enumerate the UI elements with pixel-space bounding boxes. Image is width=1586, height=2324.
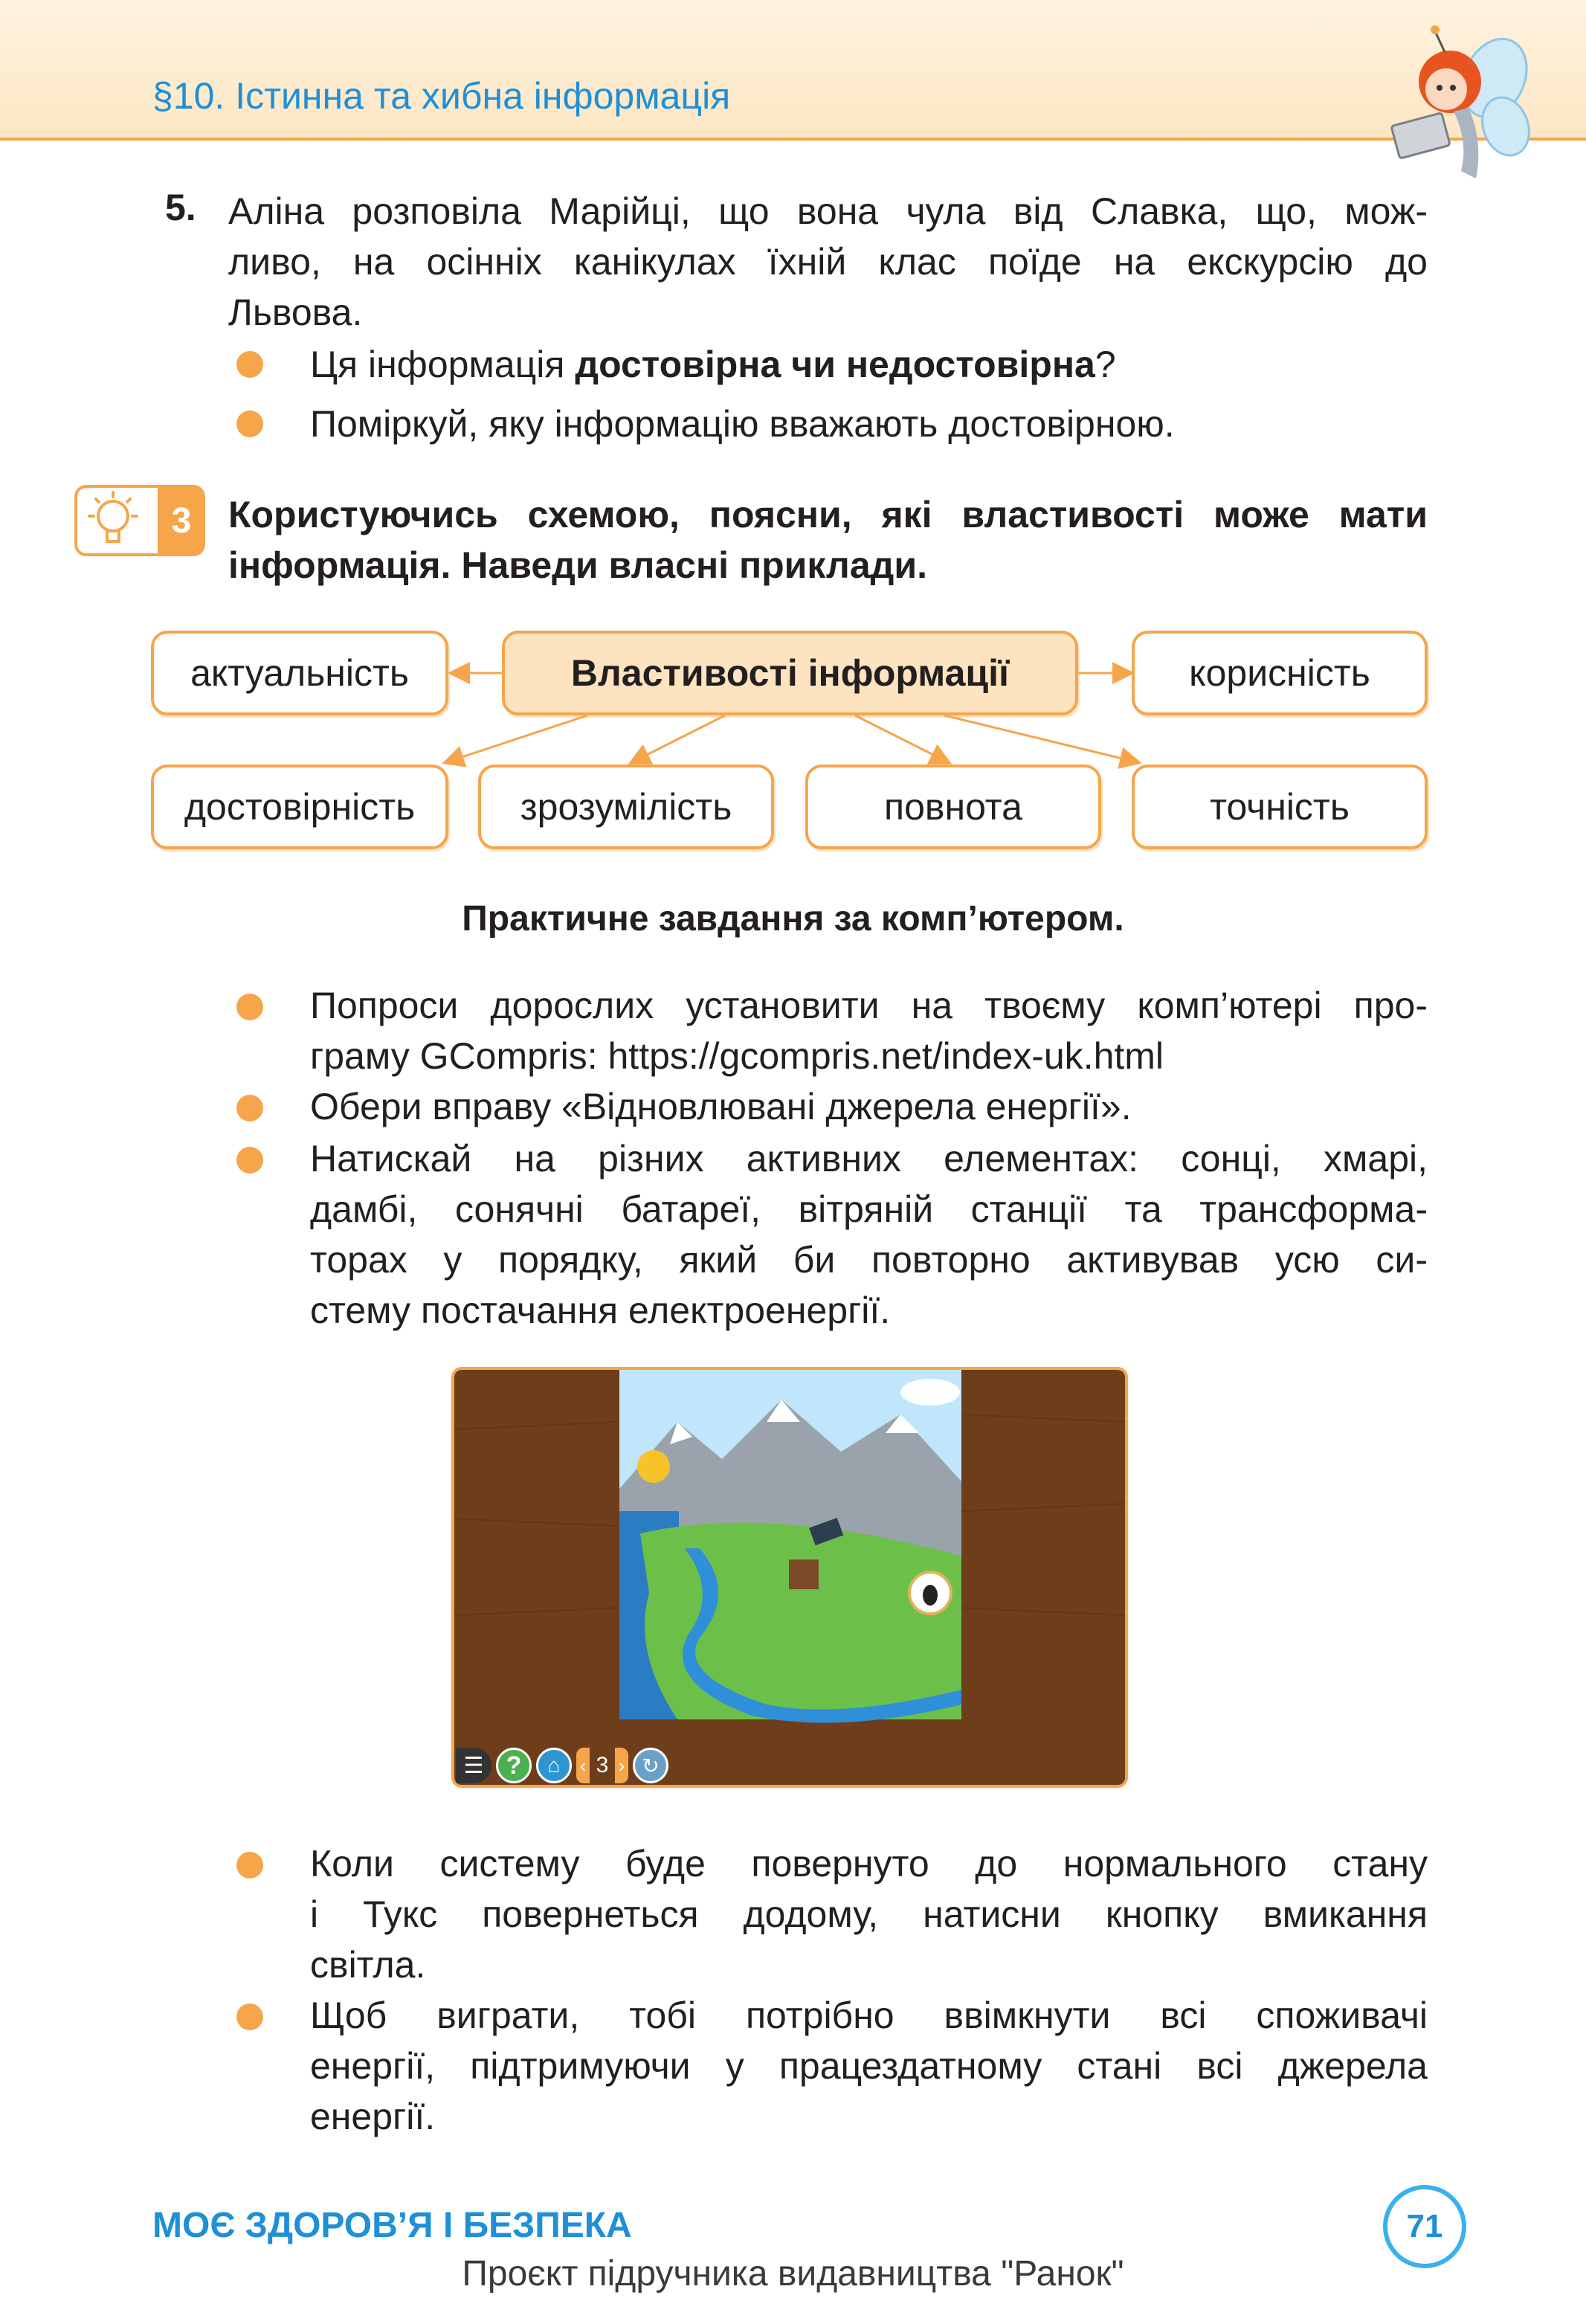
bullet-dot: [236, 1095, 263, 1121]
practical-bullet-1-line-2: граму GCompris: https://gcompris.net/index-uk.html: [310, 1035, 1164, 1077]
task-5-bullet-1: Ця інформація достовірна чи недостовірна?: [310, 344, 1116, 385]
bullet-dot: [236, 2003, 263, 2030]
task-5-line-2: ливо, на осінніх канікулах їхній клас поїде на екскурсію до: [228, 241, 1428, 283]
menu-bars-icon[interactable]: ☰: [456, 1748, 491, 1783]
game-screenshot: [451, 1367, 1128, 1788]
task-5-number: 5.: [165, 187, 196, 228]
home-button-icon[interactable]: ⌂: [536, 1748, 572, 1783]
footer-section-label: МОЄ ЗДОРОВ’Я І БЕЗПЕКА: [152, 2206, 632, 2245]
header-band: [0, 0, 1586, 141]
diagram-box-bottom-3: повнота: [805, 765, 1101, 849]
diagram-box-center: Властивості інформації: [502, 631, 1078, 715]
practical-title: Практичне завдання за комп’ютером.: [462, 899, 1124, 939]
level-next-icon[interactable]: ›: [615, 1748, 628, 1783]
practical-bullet-4-line-1: Коли систему буде повернуто до нормального стану: [310, 1843, 1428, 1884]
practical-bullet-3-line-3: торах у порядку, який би повторно активував усю си-: [310, 1239, 1428, 1281]
diagram-box-bottom-1: достовірність: [151, 765, 448, 849]
dam-icon[interactable]: [789, 1559, 819, 1589]
level-previous-icon[interactable]: ‹: [576, 1748, 590, 1783]
bullet-dot: [236, 1852, 263, 1879]
practical-bullet-4-line-3: світла.: [310, 1944, 426, 1986]
task-3-heading-line-1: Користуючись схемою, поясни, які властивості може мати: [228, 494, 1428, 535]
practical-bullet-3-line-4: стему постачання електроенергії.: [310, 1290, 891, 1331]
cloud-icon[interactable]: [900, 1379, 960, 1406]
practical-bullet-5-line-1: Щоб виграти, тобі потрібно ввімкнути всі споживачі: [310, 1995, 1428, 2036]
bullet-dot: [236, 1147, 263, 1174]
practical-bullet-5-line-3: енергії.: [310, 2096, 436, 2137]
task-5-line-3: Львова.: [228, 292, 363, 333]
sun-icon[interactable]: [637, 1450, 670, 1483]
task-5-bullet-2: Поміркуй, яку інформацію вважають достовірною.: [310, 403, 1175, 445]
diagram-box-top-left: актуальність: [151, 631, 448, 715]
level-number: 3: [596, 1753, 609, 1777]
restart-icon[interactable]: ↻: [633, 1748, 668, 1783]
task-3-number: 3: [171, 500, 192, 541]
diagram-box-bottom-2: зрозумілість: [478, 765, 774, 849]
task-5-line-1: Аліна розповіла Марійці, що вона чула від Славка, що, мож-: [228, 190, 1428, 232]
practical-bullet-3-line-2: дамбі, сонячні батареї, вітряній станції та трансформа-: [310, 1188, 1428, 1230]
bullet-dot: [236, 411, 263, 437]
section-title: §10. Істинна та хибна інформація: [152, 75, 731, 117]
task-3-heading-line-2: інформація. Наведи власні приклади.: [228, 544, 927, 586]
fairy-mascot-icon: [1364, 22, 1543, 201]
game-scene: [454, 1370, 1125, 1785]
practical-bullet-5-line-2: енергії, підтримуючи у працездатному стані всі джерела: [310, 2045, 1428, 2087]
bullet-dot: [236, 994, 263, 1020]
practical-bullet-2: Обери вправу «Відновлювані джерела енергії».: [310, 1086, 1132, 1127]
practical-bullet-1-line-1: Попроси дорослих установити на твоєму комп’ютері про-: [310, 985, 1428, 1026]
publisher-note: Проєкт підручника видавництва "Ранок": [462, 2254, 1124, 2294]
practical-bullet-4-line-2: і Тукс повернеться додому, натисни кнопку вмикання: [310, 1893, 1428, 1935]
diagram-box-top-right: корисність: [1132, 631, 1428, 715]
diagram-box-bottom-4: точність: [1132, 765, 1428, 849]
page-number: 71: [1383, 2185, 1466, 2268]
practical-bullet-3-line-1: Натискай на різних активних елементах: сонці, хмарі,: [310, 1138, 1428, 1179]
bullet-dot: [236, 351, 263, 378]
help-button[interactable]: ?: [496, 1748, 532, 1783]
